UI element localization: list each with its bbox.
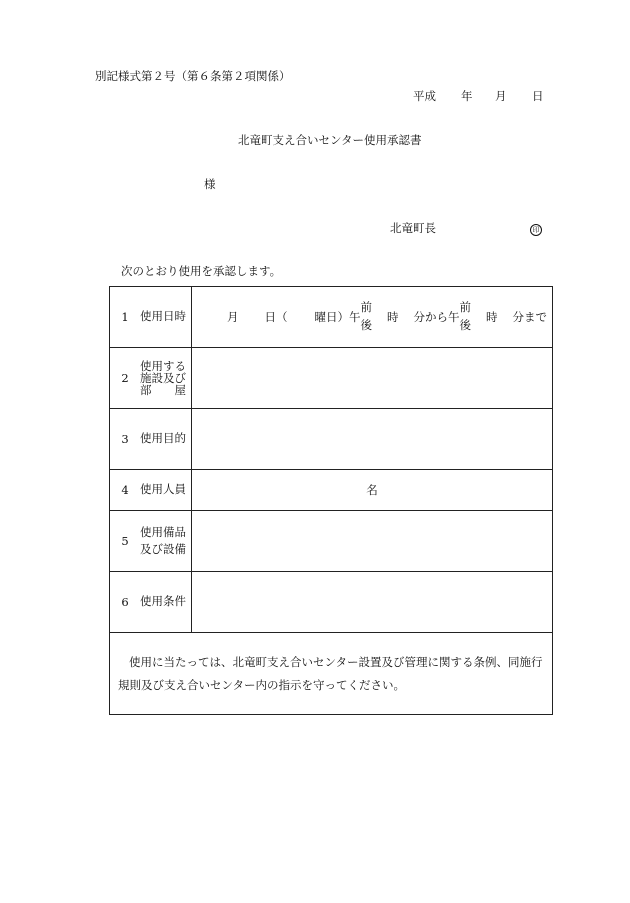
date-year: 年 bbox=[461, 89, 473, 103]
row-label: 使用人員 bbox=[140, 482, 186, 497]
notice-cell bbox=[110, 633, 553, 715]
notice-line: 使用に当たっては、北竜町支え合いセンター設置及び管理に関する条例、同施行 bbox=[129, 655, 543, 669]
row-label: 使用条件 bbox=[140, 594, 186, 609]
noon-label-end: 午 bbox=[448, 310, 460, 324]
pm-label: 後 bbox=[360, 318, 372, 332]
row-label-cell bbox=[110, 287, 192, 348]
row-label-cell bbox=[110, 348, 192, 409]
table-row bbox=[110, 511, 553, 572]
approval-table bbox=[109, 286, 553, 715]
pm-label: 後 bbox=[459, 318, 471, 332]
form-reference: 別記様式第２号（第６条第２項関係） bbox=[95, 69, 291, 83]
day-open-label: 日（ bbox=[264, 310, 288, 324]
hour-label-end: 時 bbox=[486, 310, 498, 324]
row-label: 使用日時 bbox=[140, 309, 186, 324]
row-number: 5 bbox=[121, 534, 129, 548]
table-row bbox=[110, 409, 553, 470]
row-number: 6 bbox=[121, 595, 129, 609]
table-row bbox=[110, 633, 553, 715]
equipment-field[interactable] bbox=[192, 511, 553, 572]
row-label-cell bbox=[110, 572, 192, 633]
row-number: 3 bbox=[121, 432, 129, 446]
date-month: 月 bbox=[495, 89, 507, 103]
notice-text bbox=[110, 633, 552, 697]
noon-label: 午 bbox=[349, 310, 361, 324]
table-row bbox=[110, 348, 553, 409]
am-label: 前 bbox=[360, 300, 372, 315]
facility-field[interactable] bbox=[192, 348, 553, 409]
hour-label: 時 bbox=[387, 310, 399, 324]
row-label-line: 施設及び bbox=[140, 370, 186, 385]
row-number: 1 bbox=[121, 310, 129, 324]
weekday-label: 曜日） bbox=[314, 310, 349, 324]
seal-mark bbox=[530, 221, 542, 236]
notice-line: 規則及び支え合いセンター内の指示を守ってください。 bbox=[118, 678, 406, 692]
row-number: 4 bbox=[121, 483, 129, 497]
minute-from-label: 分から bbox=[413, 310, 448, 324]
conditions-field[interactable] bbox=[192, 572, 553, 633]
purpose-field[interactable] bbox=[192, 409, 553, 470]
row-label bbox=[140, 360, 186, 396]
am-label: 前 bbox=[459, 300, 471, 315]
recipient-honorific: 様 bbox=[204, 177, 216, 191]
table-row bbox=[110, 287, 553, 348]
document-title: 北竜町支え合いセンター使用承認書 bbox=[238, 133, 422, 147]
am-pm-choice bbox=[361, 299, 373, 335]
row-number: 2 bbox=[121, 371, 129, 385]
table-row bbox=[110, 470, 553, 511]
row-label-line: 使用する bbox=[140, 358, 186, 373]
headcount-field[interactable] bbox=[192, 470, 553, 511]
date-era: 平成 bbox=[413, 89, 436, 103]
row-label-line: 使用備品 bbox=[140, 525, 186, 540]
minute-until-label: 分まで bbox=[512, 310, 547, 324]
datetime-field[interactable] bbox=[192, 287, 553, 348]
row-label-line: 部 屋 bbox=[140, 383, 186, 398]
month-label: 月 bbox=[227, 310, 239, 324]
table-row bbox=[110, 572, 553, 633]
row-label-cell bbox=[110, 409, 192, 470]
row-label-line: 及び設備 bbox=[140, 542, 186, 556]
row-label-cell bbox=[110, 470, 192, 511]
intro-text: 次のとおり使用を承認します。 bbox=[121, 264, 282, 278]
am-pm-choice-end bbox=[460, 299, 472, 335]
date-day: 日 bbox=[532, 89, 544, 103]
headcount-unit: 名 bbox=[366, 483, 378, 497]
issuer-name: 北竜町長 bbox=[390, 221, 436, 235]
row-label-cell bbox=[110, 511, 192, 572]
row-label: 使用目的 bbox=[140, 431, 186, 446]
row-label bbox=[140, 524, 186, 557]
seal-icon: 印 bbox=[530, 224, 542, 236]
